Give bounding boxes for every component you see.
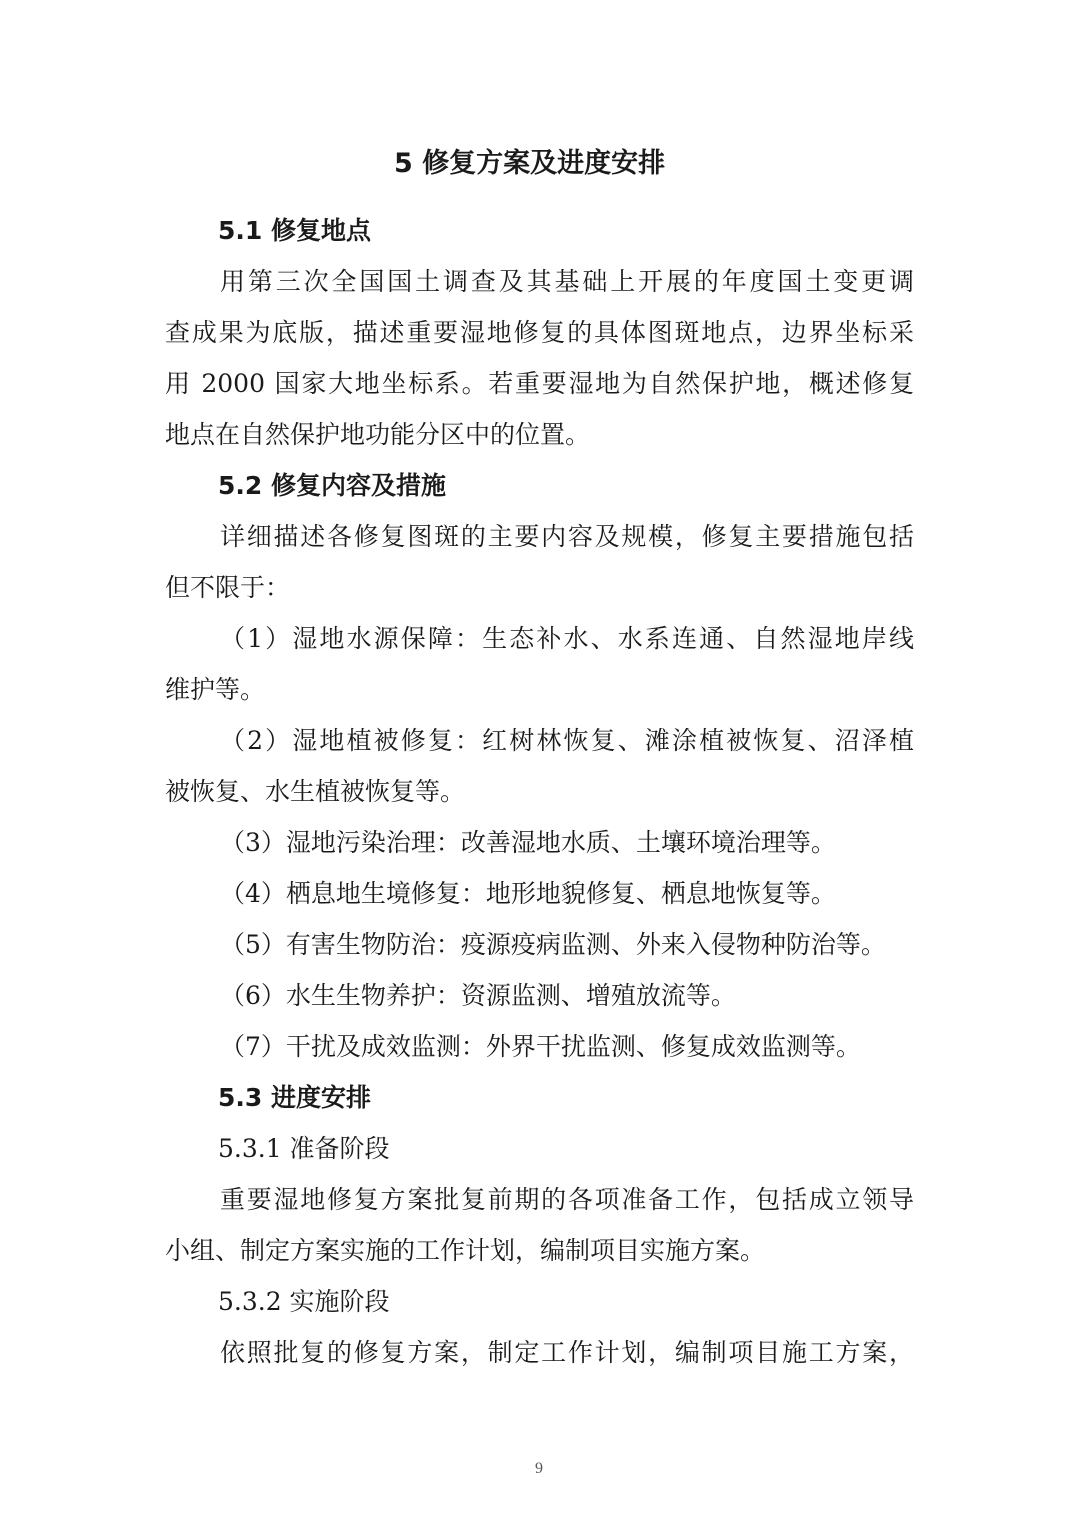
page-number: 9 [535, 1460, 543, 1477]
paragraph-line: 地点在自然保护地功能分区中的位置。 [165, 420, 591, 449]
section-5-2-heading: 5.2 修复内容及措施 [218, 471, 446, 500]
paragraph-line: 小组、制定方案实施的工作计划，编制项目实施方案。 [165, 1236, 766, 1265]
list-item-line: （5）有害生物防治：疫源疫病监测、外来入侵物种防治等。 [220, 930, 886, 959]
list-item-line: （2）湿地植被修复：红树林恢复、滩涂植被恢复、沼泽植 [220, 726, 914, 755]
list-item-line: （7）干扰及成效监测：外界干扰监测、修复成效监测等。 [220, 1032, 861, 1061]
list-item-line: （1）湿地水源保障：生态补水、水系连通、自然湿地岸线 [220, 624, 914, 653]
list-item-line: （3）湿地污染治理：改善湿地水质、土壤环境治理等。 [220, 828, 836, 857]
section-5-3-heading: 5.3 进度安排 [218, 1083, 371, 1112]
list-item-line: 维护等。 [165, 675, 266, 704]
paragraph-line: 重要湿地修复方案批复前期的各项准备工作，包括成立领导 [220, 1185, 914, 1214]
paragraph-line: 详细描述各修复图斑的主要内容及规模，修复主要措施包括 [220, 522, 914, 551]
paragraph-line: 查成果为底版，描述重要湿地修复的具体图斑地点，边界坐标采 [165, 318, 914, 347]
section-5-1-heading: 5.1 修复地点 [218, 216, 371, 245]
paragraph-line: 用 2000 国家大地坐标系。若重要湿地为自然保护地，概述修复 [165, 369, 914, 398]
list-item-line: 被恢复、水生植被恢复等。 [165, 777, 466, 806]
paragraph-line: 但不限于： [165, 573, 291, 602]
paragraph-line: 依照批复的修复方案，制定工作计划，编制项目施工方案， [220, 1338, 914, 1367]
list-item-line: （6）水生生物养护：资源监测、增殖放流等。 [220, 981, 736, 1010]
page-title: 5 修复方案及进度安排 [394, 148, 666, 179]
list-item-line: （4）栖息地生境修复：地形地貌修复、栖息地恢复等。 [220, 879, 836, 908]
section-5-3-1-heading: 5.3.1 准备阶段 [218, 1134, 390, 1163]
paragraph-line: 用第三次全国国土调查及其基础上开展的年度国土变更调 [220, 267, 914, 296]
section-5-3-2-heading: 5.3.2 实施阶段 [218, 1287, 390, 1316]
